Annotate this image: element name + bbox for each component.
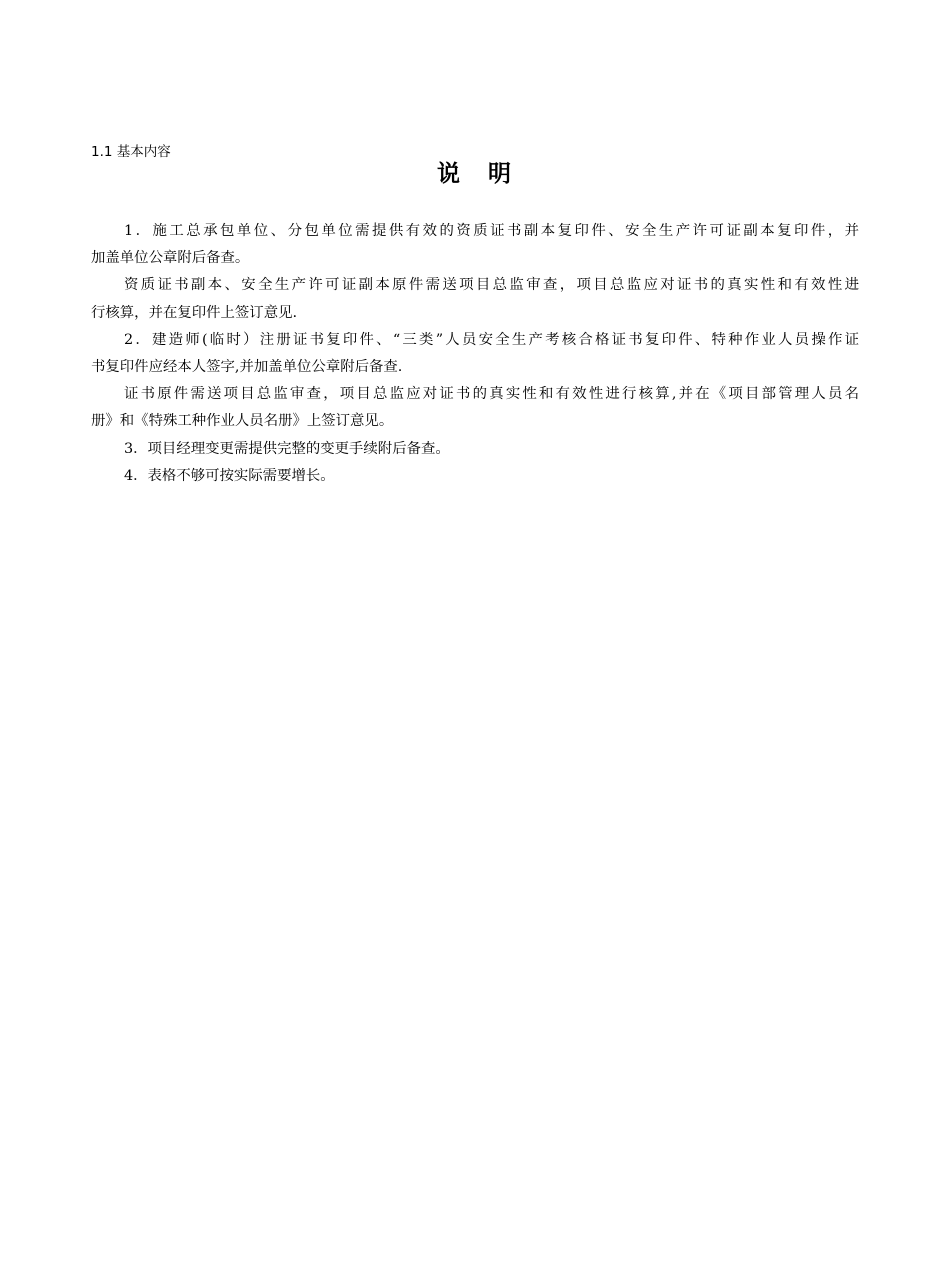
section-label: 1.1 基本内容: [91, 144, 171, 160]
paragraph-line: 3．项目经理变更需提供完整的变更手续附后备查。: [124, 440, 450, 457]
paragraph-4: [91, 381, 859, 435]
paragraph-line: 4．表格不够可按实际需要增长。: [124, 467, 335, 484]
document-title: 说 明: [436, 160, 521, 187]
paragraph-line: 2．建造师(临时）注册证书复印件、“三类”人员安全生产考核合格证书复印件、特种作业人员操作证: [124, 331, 859, 348]
paragraph-6: [91, 463, 859, 490]
paragraph-line: 资质证书副本、安全生产许可证副本原件需送项目总监审查，项目总监应对证书的真实性和有效性进: [124, 277, 859, 294]
paragraph-line: 册》和《特殊工种作业人员名册》上签订意见。: [91, 413, 394, 430]
paragraph-line: 书复印件应经本人签字,并加盖单位公章附后备查.: [91, 358, 403, 375]
paragraph-5: [91, 436, 859, 463]
paragraph-2: [91, 272, 859, 326]
paragraph-1: [91, 218, 859, 272]
paragraph-3: [91, 327, 859, 381]
paragraph-line: 证书原件需送项目总监审查，项目总监应对证书的真实性和有效性进行核算,并在《项目部管理人员名: [124, 386, 859, 403]
paragraph-line: 1．施工总承包单位、分包单位需提供有效的资质证书副本复印件、安全生产许可证副本复印件，并: [124, 223, 859, 239]
paragraph-line: 加盖单位公章附后备查。: [91, 250, 250, 267]
instructions-body: [91, 218, 859, 490]
paragraph-line: 行核算，并在复印件上签订意见.: [91, 304, 298, 321]
